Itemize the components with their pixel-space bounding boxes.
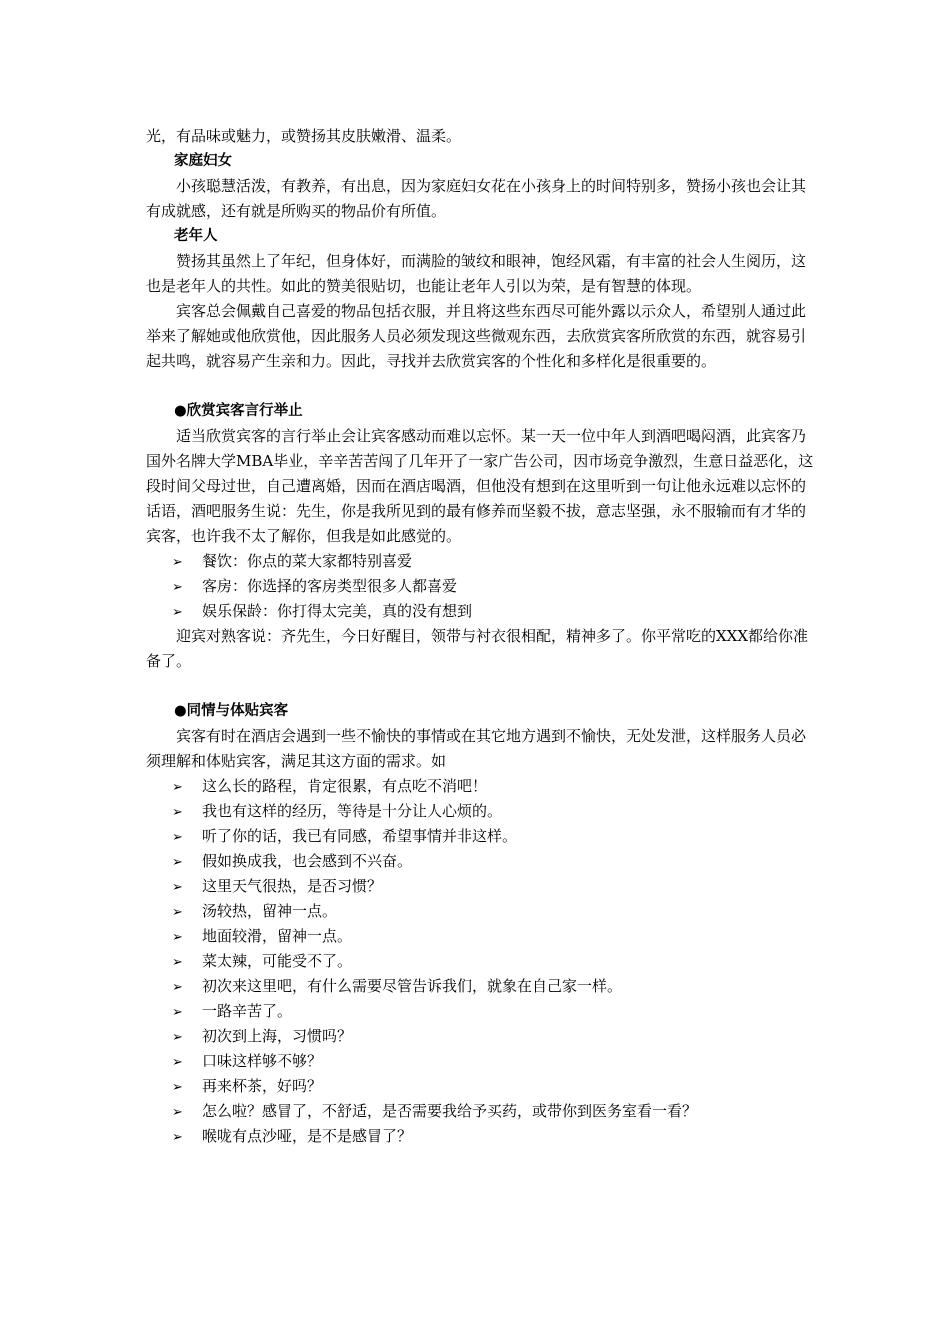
paragraph-guest-belongings: 宾客总会佩戴自己喜爱的物品包括衣服，并且将这些东西尽可能外露以示众人，希望别人通过此举来了解她或他欣赏他，因此服务人员必须发现这些微观东西，去欣赏宾客所欣赏的东西，就容易引起共鸣，就容易产生亲和力。因此，寻找并去欣赏宾客的个性化和多样化是很重要的。 <box>146 302 807 370</box>
list-item-text: 假如换成我，也会感到不兴奋。 <box>202 852 413 870</box>
arrow-bullet-icon: ➢ <box>172 980 183 995</box>
list-item <box>146 1124 816 1149</box>
document-body <box>146 124 816 1149</box>
list-item-text: 客房：你选择的客房类型很多人都喜爱 <box>202 577 458 595</box>
arrow-bullet-icon: ➢ <box>172 805 183 820</box>
arrow-bullet-icon: ➢ <box>172 855 183 870</box>
paragraph-elderly: 赞扬其虽然上了年纪，但身体好，而满脸的皱纹和眼神，饱经风霜，有丰富的社会人生阅历，这也是老年人的共性。如此的赞美很贴切，也能让老年人引以为荣，是有智慧的体现。 <box>146 252 807 295</box>
list-item <box>146 599 816 624</box>
list-item <box>146 924 816 949</box>
list-item <box>146 849 816 874</box>
list-item <box>146 874 816 899</box>
list-item <box>146 1049 816 1074</box>
list-item <box>146 549 816 574</box>
arrow-bullet-icon: ➢ <box>172 955 183 970</box>
arrow-bullet-icon: ➢ <box>172 605 183 620</box>
intro-paragraph: 光，有品味或魅力，或赞扬其皮肤嫩滑、温柔。 <box>146 127 462 145</box>
arrow-bullet-icon: ➢ <box>172 1030 183 1045</box>
paragraph-appreciate-guests: 适当欣赏宾客的言行举止会让宾客感动而难以忘怀。某一天一位中年人到酒吧喝闷酒，此宾客乃国外名牌大学MBA毕业，辛辛苦苦闯了几年开了一家广告公司，因市场竞争激烈，生意日益恶化，这段时间父母过世，自己遭离婚，因而在酒店喝酒，但他没有想到在这里听到一句让他永远难以忘怀的话语，酒吧服务生说：先生，你是我所见到的最有修养而坚毅不拔，意志坚强，永不服输而有才华的宾客，也许我不太了解你，但我是如此感觉的。 <box>146 427 814 545</box>
list-item-text: 口味这样够不够？ <box>202 1052 323 1070</box>
list-item <box>146 899 816 924</box>
arrow-bullet-icon: ➢ <box>172 1055 183 1070</box>
sympathy-examples-list <box>146 774 816 1149</box>
section-spacer <box>146 674 816 699</box>
list-item-text: 再来杯茶，好吗？ <box>202 1077 323 1095</box>
list-item <box>146 1074 816 1099</box>
heading-appreciate-guests: ●欣赏宾客言行举止 <box>174 403 303 419</box>
list-item-text: 听了你的话，我已有同感，希望事情并非这样。 <box>202 827 518 845</box>
arrow-bullet-icon: ➢ <box>172 1080 183 1095</box>
arrow-bullet-icon: ➢ <box>172 930 183 945</box>
list-item <box>146 1099 816 1124</box>
arrow-bullet-icon: ➢ <box>172 1005 183 1020</box>
list-item-text: 初次到上海，习惯吗？ <box>202 1027 353 1045</box>
list-item <box>146 799 816 824</box>
arrow-bullet-icon: ➢ <box>172 1105 183 1120</box>
list-item <box>146 1024 816 1049</box>
list-item <box>146 974 816 999</box>
list-item-text: 我也有这样的经历，等待是十分让人心烦的。 <box>202 802 503 820</box>
list-item-text: 怎么啦？感冒了，不舒适，是否需要我给予买药，或带你到医务室看一看？ <box>202 1102 698 1120</box>
list-item-text: 一路辛苦了。 <box>202 1002 293 1020</box>
arrow-bullet-icon: ➢ <box>172 580 183 595</box>
list-item <box>146 574 816 599</box>
list-item <box>146 824 816 849</box>
arrow-bullet-icon: ➢ <box>172 555 183 570</box>
section-spacer <box>146 374 816 399</box>
list-item-text: 初次来这里吧，有什么需要尽管告诉我们，就象在自己家一样。 <box>202 977 623 995</box>
arrow-bullet-icon: ➢ <box>172 780 183 795</box>
list-item-text: 地面较滑，留神一点。 <box>202 927 353 945</box>
arrow-bullet-icon: ➢ <box>172 905 183 920</box>
heading-elderly: 老年人 <box>174 228 218 244</box>
list-item <box>146 774 816 799</box>
arrow-bullet-icon: ➢ <box>172 1130 183 1145</box>
heading-sympathy: ●同情与体贴宾客 <box>174 703 289 719</box>
appreciate-examples-list <box>146 549 816 624</box>
list-item <box>146 949 816 974</box>
list-item-text: 餐饮：你点的菜大家都特别喜爱 <box>202 552 413 570</box>
list-item-text: 娱乐保龄：你打得太完美，真的没有想到 <box>202 602 473 620</box>
list-item-text: 汤较热，留神一点。 <box>202 902 338 920</box>
list-item-text: 喉咙有点沙哑，是不是感冒了？ <box>202 1127 413 1145</box>
list-item-text: 这里天气很热，是否习惯？ <box>202 877 383 895</box>
heading-housewife: 家庭妇女 <box>174 153 232 169</box>
paragraph-welcome-regular: 迎宾对熟客说：齐先生，今日好醒目，领带与衬衣很相配，精神多了。你平常吃的XXX都给你准备了。 <box>146 627 809 670</box>
paragraph-housewife: 小孩聪慧活泼，有教养，有出息，因为家庭妇女花在小孩身上的时间特别多，赞扬小孩也会让其有成就感，还有就是所购买的物品价有所值。 <box>146 177 807 220</box>
arrow-bullet-icon: ➢ <box>172 880 183 895</box>
paragraph-sympathy: 宾客有时在酒店会遇到一些不愉快的事情或在其它地方遇到不愉快，无处发泄，这样服务人员必须理解和体贴宾客，满足其这方面的需求。如 <box>146 727 807 770</box>
arrow-bullet-icon: ➢ <box>172 830 183 845</box>
list-item-text: 这么长的路程，肯定很累，有点吃不消吧！ <box>202 777 488 795</box>
list-item-text: 菜太辣，可能受不了。 <box>202 952 353 970</box>
list-item <box>146 999 816 1024</box>
